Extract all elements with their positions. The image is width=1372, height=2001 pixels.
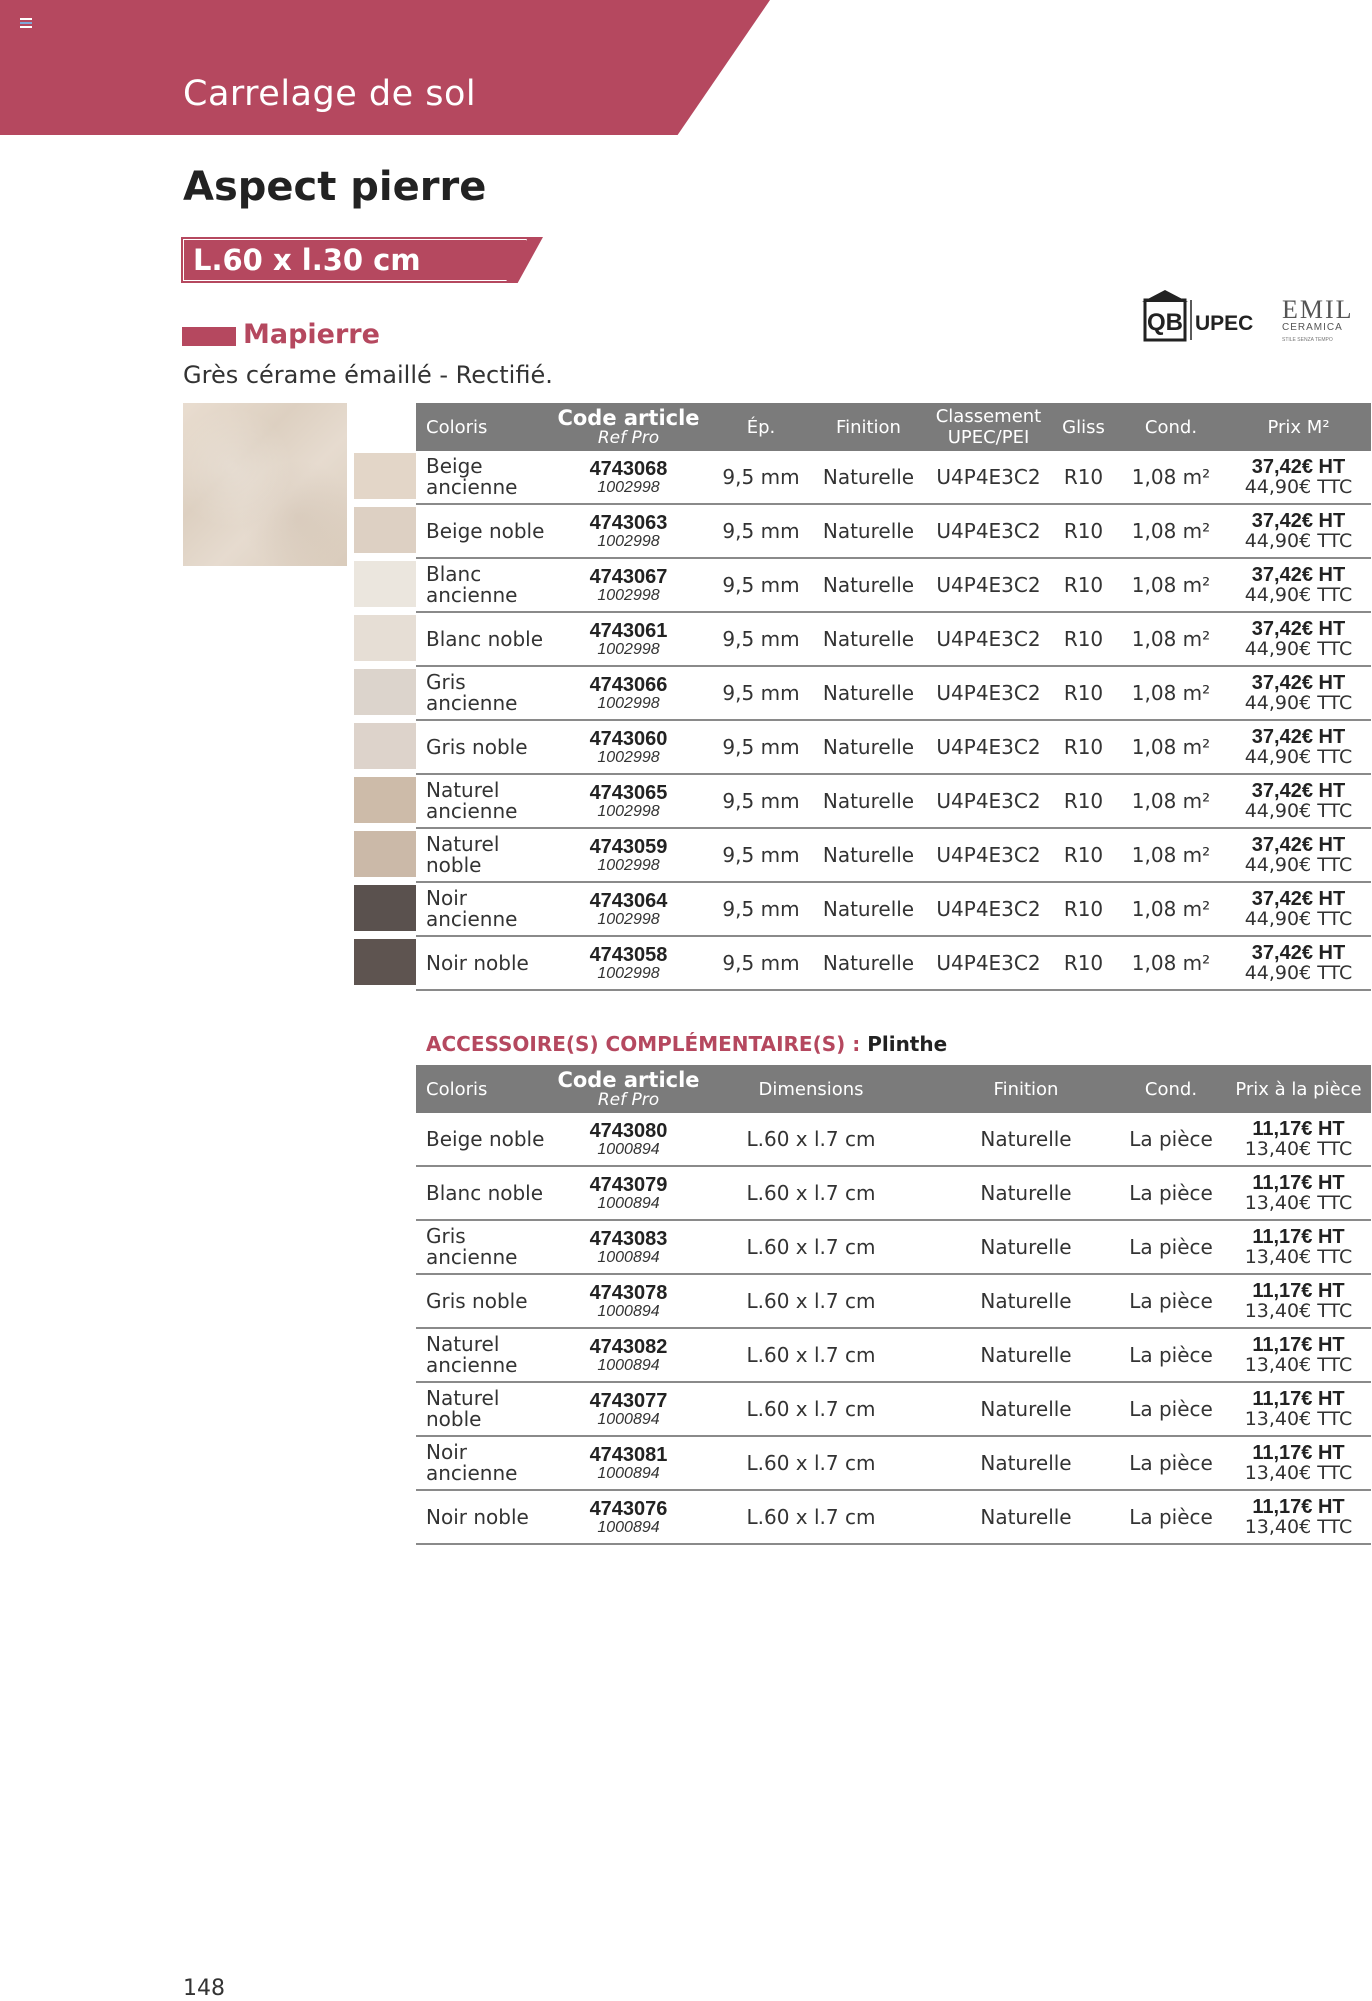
cell-finition: Naturelle <box>980 1450 1072 1475</box>
price-ttc: 13,40€ TTC <box>1244 1462 1353 1484</box>
price-ttc: 13,40€ TTC <box>1244 1138 1353 1160</box>
acc-header-prix: Prix à la pièce <box>1235 1078 1362 1100</box>
cell-classement: U4P4E3C2 <box>936 518 1041 543</box>
cell-prix <box>1226 1491 1371 1543</box>
header-prix: Prix M² <box>1267 416 1330 438</box>
cell-coloris: Noir noble <box>426 1504 529 1529</box>
cell-gliss: R10 <box>1063 572 1104 597</box>
cell-finition: Naturelle <box>980 1396 1072 1421</box>
table-row <box>416 775 1371 829</box>
ref-pro: 1002998 <box>597 964 660 982</box>
ref-pro: 1002998 <box>597 640 660 658</box>
cell-ep: 9,5 mm <box>722 626 800 651</box>
cell-dimensions: L.60 x l.7 cm <box>746 1180 876 1205</box>
cell-prix <box>1226 613 1371 665</box>
cell-code <box>546 883 711 935</box>
cell-finition: Naturelle <box>822 842 915 867</box>
cell-finition: Naturelle <box>822 680 915 705</box>
emil-logo-text: EMIL <box>1282 295 1354 324</box>
product-marker <box>182 327 236 346</box>
cell-cond: La pièce <box>1129 1396 1213 1421</box>
price-ht: 37,42€ HT <box>1251 456 1346 478</box>
cell-prix <box>1226 1437 1371 1489</box>
table-body <box>416 451 1371 991</box>
code-article: 4743077 <box>589 1389 668 1412</box>
cell-cond: 1,08 m² <box>1131 518 1211 543</box>
cell-code <box>546 505 711 557</box>
ref-pro: 1002998 <box>597 910 660 928</box>
table-row <box>416 829 1371 883</box>
cell-classement: U4P4E3C2 <box>936 896 1041 921</box>
cell-ep: 9,5 mm <box>722 734 800 759</box>
cell-dimensions: L.60 x l.7 cm <box>746 1504 876 1529</box>
code-article: 4743082 <box>589 1335 668 1358</box>
code-article: 4743083 <box>589 1227 668 1250</box>
ref-pro: 1000894 <box>597 1140 660 1158</box>
cell-finition: Naturelle <box>980 1180 1072 1205</box>
cell-cond: La pièce <box>1129 1234 1213 1259</box>
cell-dimensions: L.60 x l.7 cm <box>746 1450 876 1475</box>
table-row <box>416 1437 1371 1491</box>
acc-header-dimensions: Dimensions <box>758 1078 864 1100</box>
code-article: 4743076 <box>589 1497 668 1520</box>
code-article: 4743068 <box>589 457 668 480</box>
cell-code <box>546 1221 711 1273</box>
price-ttc: 44,90€ TTC <box>1244 854 1353 876</box>
cell-gliss: R10 <box>1063 734 1104 759</box>
color-swatch <box>354 831 416 877</box>
cell-finition: Naturelle <box>822 572 915 597</box>
cell-code <box>546 1329 711 1381</box>
price-ttc: 44,90€ TTC <box>1244 746 1353 768</box>
acc-header-code-article <box>546 1065 711 1113</box>
price-ttc: 13,40€ TTC <box>1244 1354 1353 1376</box>
cell-coloris: Beige noble <box>426 1126 545 1151</box>
cell-gliss: R10 <box>1063 842 1104 867</box>
price-ht: 37,42€ HT <box>1251 834 1346 856</box>
code-article: 4743061 <box>589 619 668 642</box>
cell-gliss: R10 <box>1063 518 1104 543</box>
cell-gliss: R10 <box>1063 788 1104 813</box>
code-article: 4743081 <box>589 1443 668 1466</box>
price-ht: 37,42€ HT <box>1251 888 1346 910</box>
color-swatch <box>354 885 416 931</box>
acc-header-finition: Finition <box>993 1078 1059 1100</box>
table-row <box>416 505 1371 559</box>
cell-code <box>546 559 711 611</box>
ref-pro: 1000894 <box>597 1356 660 1374</box>
cell-finition: Naturelle <box>822 626 915 651</box>
table-row <box>416 721 1371 775</box>
svg-text:QB: QB <box>1147 309 1183 336</box>
code-article: 4743058 <box>589 943 668 966</box>
header-code-main: Code article <box>557 405 700 430</box>
color-swatch <box>354 777 416 823</box>
cell-prix <box>1226 1275 1371 1327</box>
price-ht: 11,17€ HT <box>1252 1226 1345 1248</box>
cell-finition: Naturelle <box>980 1234 1072 1259</box>
cell-cond: La pièce <box>1129 1180 1213 1205</box>
table-header <box>416 403 1371 451</box>
cell-coloris: Beige noble <box>426 518 545 543</box>
certification-logos <box>1140 286 1370 346</box>
cell-classement: U4P4E3C2 <box>936 788 1041 813</box>
cell-code <box>546 451 711 503</box>
cell-cond: La pièce <box>1129 1126 1213 1151</box>
ref-pro: 1000894 <box>597 1248 660 1266</box>
cell-coloris: Naturel noble <box>426 832 500 877</box>
cell-classement: U4P4E3C2 <box>936 734 1041 759</box>
cell-finition: Naturelle <box>822 518 915 543</box>
cell-cond: La pièce <box>1129 1504 1213 1529</box>
price-ttc: 44,90€ TTC <box>1244 962 1353 984</box>
product-table <box>416 403 1371 991</box>
cell-coloris: Gris ancienne <box>426 670 518 715</box>
cell-code <box>546 1113 711 1165</box>
price-ht: 37,42€ HT <box>1251 564 1346 586</box>
qb-logo-icon <box>1142 290 1188 340</box>
cell-code <box>546 1167 711 1219</box>
cell-code <box>546 667 711 719</box>
table-row <box>416 1221 1371 1275</box>
header-finition: Finition <box>836 416 901 438</box>
cell-ep: 9,5 mm <box>722 896 800 921</box>
table-row <box>416 667 1371 721</box>
ref-pro: 1000894 <box>597 1302 660 1320</box>
price-ttc: 13,40€ TTC <box>1244 1246 1353 1268</box>
ref-pro: 1002998 <box>597 694 660 712</box>
table-row <box>416 1383 1371 1437</box>
cell-finition: Naturelle <box>980 1342 1072 1367</box>
table-row <box>416 1491 1371 1545</box>
header-code-sub: Ref Pro <box>597 427 660 448</box>
code-article: 4743064 <box>589 889 668 912</box>
price-ttc: 13,40€ TTC <box>1244 1516 1353 1538</box>
cell-code <box>546 1491 711 1543</box>
section-title: Aspect pierre <box>183 164 487 210</box>
ref-pro: 1002998 <box>597 748 660 766</box>
cell-code <box>546 1383 711 1435</box>
cell-cond: 1,08 m² <box>1131 842 1211 867</box>
cell-prix <box>1226 1167 1371 1219</box>
cell-finition: Naturelle <box>822 788 915 813</box>
cell-prix <box>1226 451 1371 503</box>
table-row <box>416 937 1371 991</box>
header-classement <box>926 403 1051 451</box>
header-coloris: Coloris <box>426 416 488 438</box>
table-row <box>416 1167 1371 1221</box>
code-article: 4743066 <box>589 673 668 696</box>
price-ttc: 13,40€ TTC <box>1244 1408 1353 1430</box>
price-ht: 11,17€ HT <box>1252 1442 1345 1464</box>
cell-code <box>546 721 711 773</box>
cell-ep: 9,5 mm <box>722 572 800 597</box>
cell-coloris: Beige ancienne <box>426 454 518 499</box>
price-ttc: 44,90€ TTC <box>1244 530 1353 552</box>
cell-gliss: R10 <box>1063 626 1104 651</box>
ref-pro: 1000894 <box>597 1464 660 1482</box>
product-swatch-image <box>183 403 347 566</box>
cell-gliss: R10 <box>1063 896 1104 921</box>
cell-coloris: Gris ancienne <box>426 1224 518 1269</box>
table-row <box>416 883 1371 937</box>
header-banner <box>0 0 770 135</box>
cell-coloris: Gris noble <box>426 1288 528 1313</box>
cell-prix <box>1226 883 1371 935</box>
cell-coloris: Noir ancienne <box>426 1440 518 1485</box>
accessories-table-body <box>416 1113 1371 1545</box>
cell-cond: 1,08 m² <box>1131 734 1211 759</box>
header-classement-1: Classement <box>935 406 1042 427</box>
ref-pro: 1000894 <box>597 1518 660 1536</box>
cell-finition: Naturelle <box>980 1504 1072 1529</box>
price-ht: 37,42€ HT <box>1251 780 1346 802</box>
cell-classement: U4P4E3C2 <box>936 464 1041 489</box>
color-swatch <box>354 615 416 661</box>
cell-dimensions: L.60 x l.7 cm <box>746 1342 876 1367</box>
cell-ep: 9,5 mm <box>722 842 800 867</box>
ref-pro: 1002998 <box>597 478 660 496</box>
accessories-table-header <box>416 1065 1371 1113</box>
color-swatch <box>354 669 416 715</box>
cell-classement: U4P4E3C2 <box>936 626 1041 651</box>
cell-cond: 1,08 m² <box>1131 680 1211 705</box>
price-ttc: 44,90€ TTC <box>1244 908 1353 930</box>
cell-classement: U4P4E3C2 <box>936 842 1041 867</box>
code-article: 4743078 <box>589 1281 668 1304</box>
cell-coloris: Gris noble <box>426 734 528 759</box>
cell-finition: Naturelle <box>980 1288 1072 1313</box>
price-ht: 37,42€ HT <box>1251 618 1346 640</box>
ref-pro: 1000894 <box>597 1194 660 1212</box>
cell-prix <box>1226 937 1371 989</box>
page-category-title: Carrelage de sol <box>183 74 477 114</box>
acc-header-code-sub: Ref Pro <box>597 1089 660 1110</box>
ref-pro: 1002998 <box>597 532 660 550</box>
cell-code <box>546 1275 711 1327</box>
price-ht: 37,42€ HT <box>1251 942 1346 964</box>
ceramica-logo-text: CERAMICA <box>1282 322 1343 333</box>
price-ttc: 13,40€ TTC <box>1244 1192 1353 1214</box>
cell-cond: La pièce <box>1129 1288 1213 1313</box>
ref-pro: 1002998 <box>597 856 660 874</box>
price-ht: 11,17€ HT <box>1252 1388 1345 1410</box>
price-ht: 11,17€ HT <box>1252 1172 1345 1194</box>
cell-classement: U4P4E3C2 <box>936 680 1041 705</box>
cell-dimensions: L.60 x l.7 cm <box>746 1234 876 1259</box>
cell-cond: 1,08 m² <box>1131 572 1211 597</box>
code-article: 4743059 <box>589 835 668 858</box>
upec-logo-text: UPEC <box>1195 312 1254 335</box>
cell-code <box>546 775 711 827</box>
table-row <box>416 559 1371 613</box>
header-cond: Cond. <box>1144 416 1198 438</box>
cell-gliss: R10 <box>1063 950 1104 975</box>
price-ht: 11,17€ HT <box>1252 1280 1345 1302</box>
header-classement-2: UPEC/PEI <box>947 427 1030 448</box>
flag-icon <box>20 18 32 30</box>
cell-prix <box>1226 1329 1371 1381</box>
ref-pro: 1000894 <box>597 1410 660 1428</box>
cell-prix <box>1226 505 1371 557</box>
acc-header-cond: Cond. <box>1144 1078 1198 1100</box>
price-ht: 11,17€ HT <box>1252 1118 1345 1140</box>
code-article: 4743067 <box>589 565 668 588</box>
cell-cond: La pièce <box>1129 1450 1213 1475</box>
table-row <box>416 1113 1371 1167</box>
cell-finition: Naturelle <box>822 896 915 921</box>
cell-coloris: Blanc noble <box>426 1180 544 1205</box>
header-gliss: Gliss <box>1062 416 1105 438</box>
cell-coloris: Blanc ancienne <box>426 562 518 607</box>
cell-ep: 9,5 mm <box>722 680 800 705</box>
cell-prix <box>1226 775 1371 827</box>
cell-gliss: R10 <box>1063 464 1104 489</box>
cell-coloris: Naturel ancienne <box>426 778 518 823</box>
cell-cond: 1,08 m² <box>1131 896 1211 921</box>
cell-code <box>546 613 711 665</box>
cell-prix <box>1226 1383 1371 1435</box>
product-name: Mapierre <box>243 319 380 350</box>
cell-prix <box>1226 667 1371 719</box>
price-ttc: 13,40€ TTC <box>1244 1300 1353 1322</box>
cell-dimensions: L.60 x l.7 cm <box>746 1288 876 1313</box>
cell-prix <box>1226 559 1371 611</box>
cell-coloris: Naturel ancienne <box>426 1332 518 1377</box>
code-article: 4743063 <box>589 511 668 534</box>
dimension-label: L.60 x l.30 cm <box>193 243 421 277</box>
cell-coloris: Noir noble <box>426 950 529 975</box>
cell-coloris: Naturel noble <box>426 1386 500 1431</box>
price-ht: 11,17€ HT <box>1252 1334 1345 1356</box>
acc-header-coloris: Coloris <box>426 1078 488 1100</box>
price-ttc: 44,90€ TTC <box>1244 638 1353 660</box>
cell-prix <box>1226 1113 1371 1165</box>
cell-finition: Naturelle <box>822 950 915 975</box>
cell-ep: 9,5 mm <box>722 464 800 489</box>
cell-dimensions: L.60 x l.7 cm <box>746 1396 876 1421</box>
product-description: Grès cérame émaillé - Rectifié. <box>183 361 553 389</box>
ref-pro: 1002998 <box>597 586 660 604</box>
price-ht: 37,42€ HT <box>1251 672 1346 694</box>
code-article: 4743065 <box>589 781 668 804</box>
cell-coloris: Blanc noble <box>426 626 544 651</box>
cell-finition: Naturelle <box>980 1126 1072 1151</box>
table-row <box>416 451 1371 505</box>
cell-code <box>546 937 711 989</box>
emil-tagline: STILE SENZA TEMPO <box>1282 337 1333 343</box>
header-code-article <box>546 403 711 451</box>
cell-coloris: Noir ancienne <box>426 886 518 931</box>
acc-header-code-main: Code article <box>557 1067 700 1092</box>
code-article: 4743080 <box>589 1119 668 1142</box>
cell-prix <box>1226 829 1371 881</box>
page-number: 148 <box>183 1976 225 2001</box>
price-ttc: 44,90€ TTC <box>1244 584 1353 606</box>
accessories-title <box>426 1032 947 1056</box>
cell-ep: 9,5 mm <box>722 788 800 813</box>
cell-cond: 1,08 m² <box>1131 950 1211 975</box>
header-ep: Ép. <box>746 416 776 438</box>
color-swatch <box>354 939 416 985</box>
cell-prix <box>1226 1221 1371 1273</box>
accessories-title-type: Plinthe <box>867 1032 948 1056</box>
color-swatch <box>354 453 416 499</box>
price-ttc: 44,90€ TTC <box>1244 800 1353 822</box>
cell-gliss: R10 <box>1063 680 1104 705</box>
cell-classement: U4P4E3C2 <box>936 572 1041 597</box>
price-ttc: 44,90€ TTC <box>1244 692 1353 714</box>
accessories-title-label: ACCESSOIRE(S) COMPLÉMENTAIRE(S) : <box>426 1032 861 1056</box>
price-ht: 11,17€ HT <box>1252 1496 1345 1518</box>
price-ht: 37,42€ HT <box>1251 510 1346 532</box>
ref-pro: 1002998 <box>597 802 660 820</box>
cell-cond: 1,08 m² <box>1131 788 1211 813</box>
cell-prix <box>1226 721 1371 773</box>
color-swatch <box>354 561 416 607</box>
cell-cond: 1,08 m² <box>1131 464 1211 489</box>
cell-dimensions: L.60 x l.7 cm <box>746 1126 876 1151</box>
cell-cond: 1,08 m² <box>1131 626 1211 651</box>
table-row <box>416 1275 1371 1329</box>
cell-ep: 9,5 mm <box>722 950 800 975</box>
price-ht: 37,42€ HT <box>1251 726 1346 748</box>
code-article: 4743060 <box>589 727 668 750</box>
accessories-table <box>416 1065 1371 1545</box>
cell-ep: 9,5 mm <box>722 518 800 543</box>
cell-cond: La pièce <box>1129 1342 1213 1367</box>
table-row <box>416 1329 1371 1383</box>
cell-code <box>546 1437 711 1489</box>
cell-code <box>546 829 711 881</box>
cell-finition: Naturelle <box>822 734 915 759</box>
color-swatch <box>354 723 416 769</box>
color-swatch <box>354 507 416 553</box>
price-ttc: 44,90€ TTC <box>1244 476 1353 498</box>
code-article: 4743079 <box>589 1173 668 1196</box>
cell-finition: Naturelle <box>822 464 915 489</box>
cell-classement: U4P4E3C2 <box>936 950 1041 975</box>
table-row <box>416 613 1371 667</box>
